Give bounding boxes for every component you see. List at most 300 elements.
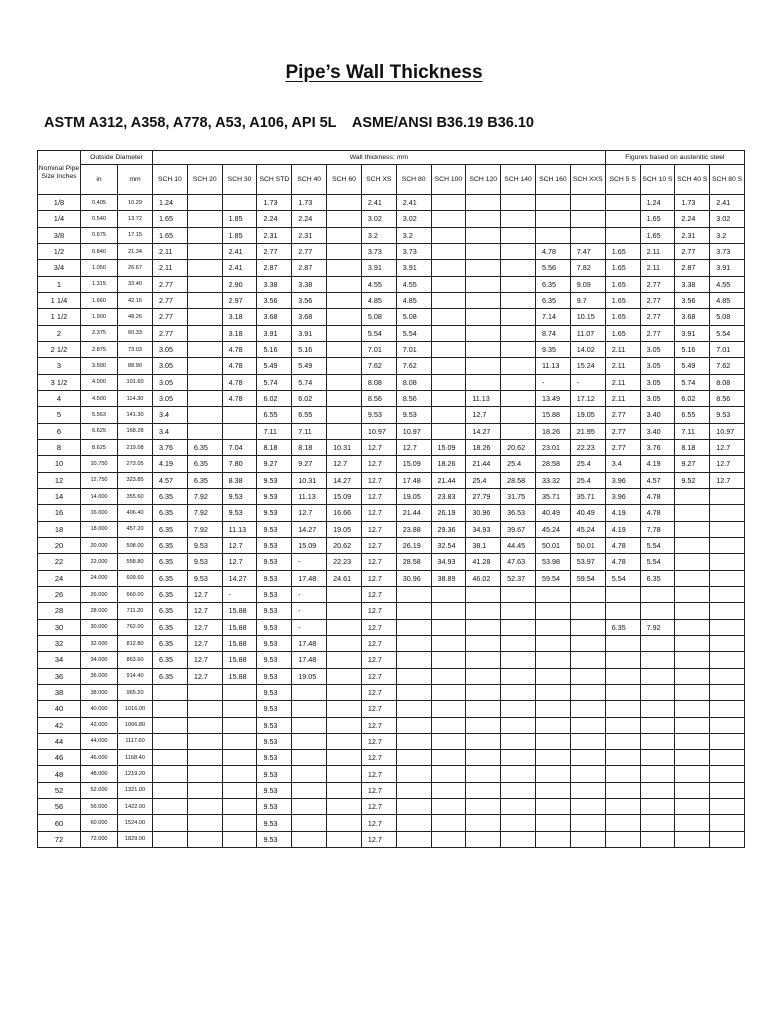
thickness-cell [222, 782, 257, 798]
nominal-size-cell: 1/4 [38, 211, 81, 227]
thickness-cell [327, 390, 362, 406]
thickness-cell: 7.04 [222, 439, 257, 455]
thickness-cell [675, 537, 710, 553]
thickness-cell: 2.24 [292, 211, 327, 227]
thickness-cell: 2.11 [153, 243, 188, 259]
thickness-cell: 8.38 [222, 472, 257, 488]
thickness-cell [466, 668, 501, 684]
thickness-cell: 12.7 [396, 439, 431, 455]
thickness-cell: 12.7 [361, 652, 396, 668]
thickness-cell: 6.35 [187, 456, 222, 472]
thickness-cell [710, 586, 745, 602]
thickness-cell: 2.77 [257, 243, 292, 259]
thickness-cell: 17.48 [292, 635, 327, 651]
od-inch-cell: 34.000 [81, 652, 118, 668]
od-inch-cell: 2.875 [81, 341, 118, 357]
thickness-cell: 52.37 [501, 570, 536, 586]
thickness-cell: 12.7 [361, 750, 396, 766]
thickness-cell [153, 684, 188, 700]
thickness-cell [570, 227, 605, 243]
thickness-cell: 20.62 [327, 537, 362, 553]
thickness-cell: 4.78 [605, 537, 640, 553]
thickness-cell: 21.44 [431, 472, 466, 488]
thickness-cell: 1.24 [153, 195, 188, 211]
nominal-size-cell: 24 [38, 570, 81, 586]
nominal-size-header: Nominal Pipe Size Inches [38, 151, 81, 195]
thickness-cell [570, 195, 605, 211]
thickness-cell [292, 684, 327, 700]
thickness-cell [222, 733, 257, 749]
thickness-cell [501, 309, 536, 325]
thickness-cell [605, 750, 640, 766]
thickness-cell: 31.75 [501, 488, 536, 504]
thickness-cell: 2.77 [605, 423, 640, 439]
od-inch-cell: 60.000 [81, 815, 118, 831]
od-mm-cell: 42.16 [118, 292, 153, 308]
thickness-cell: 14.02 [570, 341, 605, 357]
thickness-cell [466, 243, 501, 259]
table-row [38, 521, 745, 537]
thickness-cell: 9.53 [187, 570, 222, 586]
thickness-cell: 2.41 [222, 260, 257, 276]
od-mm-cell: 48.26 [118, 309, 153, 325]
thickness-cell [466, 733, 501, 749]
thickness-cell: 34.93 [431, 554, 466, 570]
table-row [38, 635, 745, 651]
thickness-cell: 14.27 [222, 570, 257, 586]
thickness-cell [327, 243, 362, 259]
thickness-cell [466, 635, 501, 651]
thickness-cell: 16.66 [327, 505, 362, 521]
thickness-cell: 3.56 [257, 292, 292, 308]
thickness-cell [640, 684, 675, 700]
thickness-cell: 2.77 [153, 292, 188, 308]
thickness-cell: 9.53 [257, 652, 292, 668]
thickness-cell: 3.02 [361, 211, 396, 227]
thickness-cell [431, 815, 466, 831]
thickness-cell: 13.49 [535, 390, 570, 406]
thickness-cell: 3.2 [361, 227, 396, 243]
thickness-cell: 9.53 [257, 635, 292, 651]
thickness-cell [466, 799, 501, 815]
nominal-size-cell: 1 1/2 [38, 309, 81, 325]
thickness-cell [327, 374, 362, 390]
thickness-cell [640, 701, 675, 717]
thickness-cell: 2.77 [640, 276, 675, 292]
thickness-cell [640, 603, 675, 619]
thickness-cell: 11.13 [292, 488, 327, 504]
thickness-cell: 9.7 [570, 292, 605, 308]
thickness-cell [501, 390, 536, 406]
thickness-cell: 3.73 [361, 243, 396, 259]
thickness-cell: 4.85 [710, 292, 745, 308]
nominal-size-cell: 5 [38, 407, 81, 423]
thickness-cell [327, 619, 362, 635]
nominal-size-cell: 34 [38, 652, 81, 668]
thickness-cell [535, 701, 570, 717]
thickness-cell: 7.01 [710, 341, 745, 357]
thickness-cell [535, 684, 570, 700]
thickness-cell [501, 652, 536, 668]
thickness-cell [431, 733, 466, 749]
thickness-cell: 38.89 [431, 570, 466, 586]
nominal-size-cell: 8 [38, 439, 81, 455]
thickness-cell [466, 358, 501, 374]
thickness-cell [292, 831, 327, 847]
thickness-cell: 3.05 [640, 358, 675, 374]
table-row [38, 831, 745, 847]
od-mm-cell: 168.28 [118, 423, 153, 439]
thickness-cell [501, 341, 536, 357]
thickness-cell: 4.19 [640, 456, 675, 472]
thickness-cell [501, 374, 536, 390]
thickness-cell: 50.01 [570, 537, 605, 553]
thickness-cell: 8.08 [396, 374, 431, 390]
thickness-cell [466, 341, 501, 357]
thickness-cell: 17.48 [292, 652, 327, 668]
schedule-header: SCH 10 [153, 165, 188, 195]
thickness-cell [431, 717, 466, 733]
thickness-cell [570, 815, 605, 831]
thickness-cell [222, 423, 257, 439]
thickness-cell: 5.08 [361, 309, 396, 325]
od-mm-cell: 965.20 [118, 684, 153, 700]
thickness-cell: 22.23 [570, 439, 605, 455]
thickness-cell: 21.95 [570, 423, 605, 439]
thickness-cell [501, 243, 536, 259]
thickness-cell: 25.4 [466, 472, 501, 488]
thickness-cell: 4.78 [222, 374, 257, 390]
thickness-cell [292, 815, 327, 831]
od-inch-cell: 46.000 [81, 750, 118, 766]
thickness-cell: 9.53 [257, 472, 292, 488]
thickness-cell: 10.31 [327, 439, 362, 455]
thickness-cell [396, 603, 431, 619]
od-mm-cell: 114.30 [118, 390, 153, 406]
nominal-size-cell: 28 [38, 603, 81, 619]
table-row [38, 456, 745, 472]
thickness-cell [535, 586, 570, 602]
thickness-cell [501, 423, 536, 439]
od-inch-cell: 4.500 [81, 390, 118, 406]
thickness-cell [675, 782, 710, 798]
thickness-cell [501, 603, 536, 619]
thickness-cell: 5.54 [605, 570, 640, 586]
thickness-cell [431, 358, 466, 374]
thickness-cell [570, 619, 605, 635]
thickness-cell: 4.78 [640, 505, 675, 521]
od-mm-cell: 508.00 [118, 537, 153, 553]
od-inch-cell: 1.660 [81, 292, 118, 308]
thickness-cell: 2.31 [292, 227, 327, 243]
od-inch-cell: 14.000 [81, 488, 118, 504]
thickness-cell [501, 195, 536, 211]
thickness-cell [153, 701, 188, 717]
od-inch-cell: 22.000 [81, 554, 118, 570]
thickness-cell: 2.41 [222, 243, 257, 259]
thickness-cell: 5.08 [396, 309, 431, 325]
thickness-cell: 9.53 [257, 782, 292, 798]
thickness-cell: 5.49 [257, 358, 292, 374]
thickness-cell: 6.35 [153, 586, 188, 602]
thickness-cell [710, 782, 745, 798]
thickness-cell: 10.31 [292, 472, 327, 488]
schedule-header: SCH 60 [327, 165, 362, 195]
thickness-cell [431, 684, 466, 700]
thickness-cell: 2.87 [675, 260, 710, 276]
thickness-cell [327, 782, 362, 798]
thickness-cell [466, 211, 501, 227]
thickness-cell: 2.24 [675, 211, 710, 227]
thickness-cell: 3.02 [396, 211, 431, 227]
thickness-cell: 12.7 [361, 717, 396, 733]
thickness-cell: 6.55 [675, 407, 710, 423]
nominal-size-cell: 38 [38, 684, 81, 700]
thickness-cell: 9.53 [257, 733, 292, 749]
thickness-cell [327, 292, 362, 308]
thickness-cell: 4.85 [396, 292, 431, 308]
thickness-cell [292, 766, 327, 782]
thickness-cell: 9.53 [257, 521, 292, 537]
thickness-cell [153, 733, 188, 749]
thickness-cell: 25.4 [570, 456, 605, 472]
thickness-cell [222, 799, 257, 815]
thickness-cell: 1.65 [605, 292, 640, 308]
thickness-cell [710, 537, 745, 553]
thickness-cell: 9.53 [257, 799, 292, 815]
thickness-cell: 12.7 [361, 554, 396, 570]
thickness-cell [431, 652, 466, 668]
thickness-cell [501, 684, 536, 700]
thickness-cell: 38.1 [466, 537, 501, 553]
thickness-cell: 15.88 [222, 652, 257, 668]
thickness-cell [187, 390, 222, 406]
thickness-cell: 3.96 [605, 472, 640, 488]
wall-thickness-table [37, 150, 745, 848]
thickness-cell: 5.08 [710, 309, 745, 325]
thickness-cell [431, 195, 466, 211]
thickness-cell: 2.11 [153, 260, 188, 276]
thickness-cell: 1.24 [640, 195, 675, 211]
table-row [38, 407, 745, 423]
thickness-cell [466, 260, 501, 276]
thickness-cell [327, 799, 362, 815]
thickness-cell [187, 407, 222, 423]
od-mm-cell: 1524.00 [118, 815, 153, 831]
thickness-cell: 6.35 [153, 570, 188, 586]
thickness-cell: 7.62 [710, 358, 745, 374]
thickness-cell [327, 276, 362, 292]
nominal-size-cell: 60 [38, 815, 81, 831]
thickness-cell: 15.09 [327, 488, 362, 504]
thickness-cell [327, 603, 362, 619]
od-inch-cell: 1.900 [81, 309, 118, 325]
thickness-cell: 15.09 [396, 456, 431, 472]
thickness-cell: - [292, 586, 327, 602]
thickness-cell [501, 619, 536, 635]
thickness-cell: 12.7 [327, 456, 362, 472]
thickness-cell: 3.05 [153, 341, 188, 357]
thickness-cell: 39.67 [501, 521, 536, 537]
thickness-cell [710, 799, 745, 815]
od-inch-cell: 36.000 [81, 668, 118, 684]
thickness-cell: 8.08 [710, 374, 745, 390]
schedule-header: SCH XXS [570, 165, 605, 195]
od-inch-cell: 12.750 [81, 472, 118, 488]
thickness-cell: 5.74 [675, 374, 710, 390]
thickness-cell: 4.78 [535, 243, 570, 259]
thickness-cell: 6.35 [153, 505, 188, 521]
thickness-cell [535, 766, 570, 782]
thickness-cell: 1.65 [605, 276, 640, 292]
thickness-cell [675, 831, 710, 847]
thickness-cell [222, 815, 257, 831]
thickness-cell: 10.97 [710, 423, 745, 439]
od-inch-cell: 3.500 [81, 358, 118, 374]
thickness-cell [501, 766, 536, 782]
thickness-cell: 7.11 [292, 423, 327, 439]
thickness-cell: 2.87 [292, 260, 327, 276]
table-row [38, 782, 745, 798]
thickness-cell [187, 243, 222, 259]
thickness-cell [396, 684, 431, 700]
thickness-cell: 9.53 [396, 407, 431, 423]
thickness-cell [535, 195, 570, 211]
od-mm-cell: 88.90 [118, 358, 153, 374]
thickness-cell: 1.73 [257, 195, 292, 211]
thickness-cell [292, 701, 327, 717]
od-mm-cell: 558.80 [118, 554, 153, 570]
table-row [38, 684, 745, 700]
od-mm-cell: 1168.40 [118, 750, 153, 766]
nominal-size-cell: 1 [38, 276, 81, 292]
thickness-cell [431, 668, 466, 684]
thickness-cell [466, 701, 501, 717]
thickness-cell: 3.91 [675, 325, 710, 341]
thickness-cell [570, 831, 605, 847]
od-mm-cell: 1829.00 [118, 831, 153, 847]
thickness-cell [187, 831, 222, 847]
thickness-cell [187, 325, 222, 341]
thickness-cell [431, 603, 466, 619]
thickness-cell: 9.53 [257, 815, 292, 831]
thickness-cell [710, 684, 745, 700]
od-inch-cell: 6.625 [81, 423, 118, 439]
thickness-cell: 59.54 [535, 570, 570, 586]
thickness-cell: 12.7 [710, 456, 745, 472]
thickness-cell: 29.36 [431, 521, 466, 537]
od-mm-cell: 273.05 [118, 456, 153, 472]
thickness-cell: 2.41 [396, 195, 431, 211]
thickness-cell: 7.11 [257, 423, 292, 439]
od-inch-cell: 48.000 [81, 766, 118, 782]
thickness-cell: 6.35 [535, 276, 570, 292]
thickness-cell: - [535, 374, 570, 390]
thickness-cell: 6.35 [187, 472, 222, 488]
thickness-cell [710, 668, 745, 684]
thickness-cell: 35.71 [570, 488, 605, 504]
thickness-cell: 3.68 [257, 309, 292, 325]
thickness-cell: 7.62 [361, 358, 396, 374]
thickness-cell: 1.65 [640, 211, 675, 227]
thickness-cell: 19.05 [327, 521, 362, 537]
thickness-cell: 27.79 [466, 488, 501, 504]
thickness-cell: 12.7 [361, 586, 396, 602]
thickness-cell: 2.77 [675, 243, 710, 259]
thickness-cell: 5.74 [292, 374, 327, 390]
thickness-cell: 9.53 [187, 554, 222, 570]
thickness-cell: 3.91 [361, 260, 396, 276]
thickness-cell: 2.11 [605, 390, 640, 406]
table-row [38, 276, 745, 292]
thickness-cell [153, 750, 188, 766]
thickness-cell [501, 358, 536, 374]
thickness-cell: 6.35 [153, 488, 188, 504]
table-row [38, 537, 745, 553]
thickness-cell [431, 407, 466, 423]
thickness-cell: 5.54 [710, 325, 745, 341]
thickness-cell: 9.27 [292, 456, 327, 472]
thickness-cell: 3.73 [710, 243, 745, 259]
thickness-cell [535, 227, 570, 243]
thickness-cell [327, 325, 362, 341]
thickness-cell: 7.11 [675, 423, 710, 439]
thickness-cell: 5.16 [292, 341, 327, 357]
thickness-cell [431, 390, 466, 406]
table-body [38, 195, 745, 848]
thickness-cell: 12.7 [361, 619, 396, 635]
thickness-cell: 18.26 [431, 456, 466, 472]
thickness-cell: 8.08 [361, 374, 396, 390]
table-row [38, 374, 745, 390]
thickness-cell: 4.19 [605, 505, 640, 521]
od-mm-cell: 219.08 [118, 439, 153, 455]
thickness-cell: 12.7 [222, 554, 257, 570]
thickness-cell: 40.49 [570, 505, 605, 521]
thickness-cell: 12.7 [222, 537, 257, 553]
table-row [38, 799, 745, 815]
thickness-cell [396, 652, 431, 668]
thickness-cell: 1.65 [605, 309, 640, 325]
thickness-cell: 6.35 [153, 554, 188, 570]
od-inch-cell: 0.840 [81, 243, 118, 259]
thickness-cell [396, 782, 431, 798]
thickness-cell: 5.49 [675, 358, 710, 374]
thickness-cell [570, 750, 605, 766]
thickness-cell: - [222, 586, 257, 602]
thickness-cell [605, 668, 640, 684]
od-mm-cell: 26.67 [118, 260, 153, 276]
od-inch-cell: 40.000 [81, 701, 118, 717]
table-row [38, 750, 745, 766]
thickness-cell: 3.18 [222, 309, 257, 325]
thickness-cell: 4.19 [605, 521, 640, 537]
thickness-cell: 5.54 [640, 537, 675, 553]
thickness-cell [466, 782, 501, 798]
thickness-cell [675, 766, 710, 782]
od-inch-cell: 4.000 [81, 374, 118, 390]
thickness-cell [710, 505, 745, 521]
thickness-cell: 12.7 [361, 635, 396, 651]
thickness-cell: 8.56 [361, 390, 396, 406]
od-mm-cell: 141.30 [118, 407, 153, 423]
thickness-cell: 2.11 [640, 243, 675, 259]
thickness-cell [222, 195, 257, 211]
thickness-cell [605, 799, 640, 815]
thickness-cell [675, 799, 710, 815]
thickness-cell [327, 668, 362, 684]
thickness-cell: 3.91 [257, 325, 292, 341]
